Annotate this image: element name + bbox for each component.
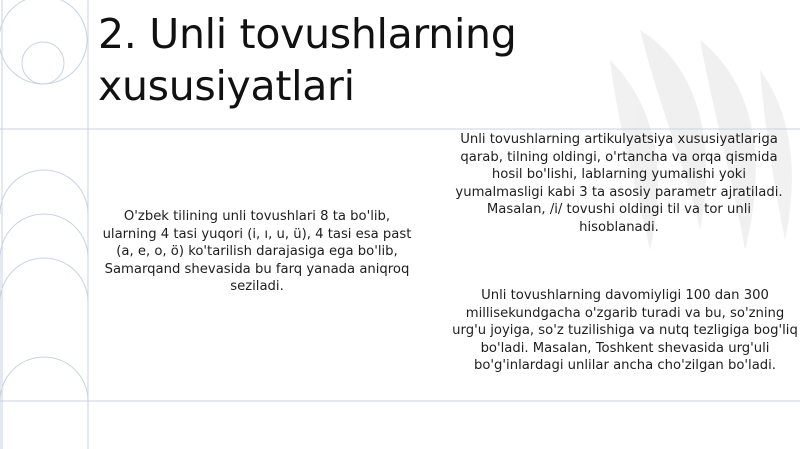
paragraph-duration: Unli tovushlarning davomiyligi 100 dan 300 millisekundgacha o'zgarib turadi va bu, so'zning urg'u joyiga, so'z tuzilishiga va nutq tezligiga bog'liq bo'ladi. Masalan, Toshkent shevasida urg'uli bo'g'inlardagi unlilar ancha cho'zilgan bo'ladi.	[452, 288, 798, 373]
deco-circle-small	[22, 42, 64, 84]
deco-arch-bottom	[0, 357, 88, 449]
deco-arch-middle	[0, 258, 88, 302]
deco-arch-upper	[0, 214, 88, 258]
paragraph-vowel-count: O'zbek tilining unli tovushlari 8 ta bo'lib, ularning 4 tasi yuqori (i, ı, u, ü), 4 tasi esa past (a, e, o, ö) ko'tarilish darajasiga ega bo'lib, Samarqand shevasida bu farq yanada aniqroq seziladi.	[102, 209, 412, 294]
paragraph-articulation: Unli tovushlarning artikulyatsiya xususiyatlariga qarab, tilning oldingi, o'rtancha va orqa qismida hosil bo'lishi, lablarning yumalishi yoki yumalmasligi kabi 3 ta asosiy parametr ajratiladi. Masalan, /i/ tovushi oldingi til va tor unli hisoblanadi.	[455, 132, 783, 235]
slide-title: 2. Unli tovushlarning xususiyatlari	[98, 10, 517, 110]
